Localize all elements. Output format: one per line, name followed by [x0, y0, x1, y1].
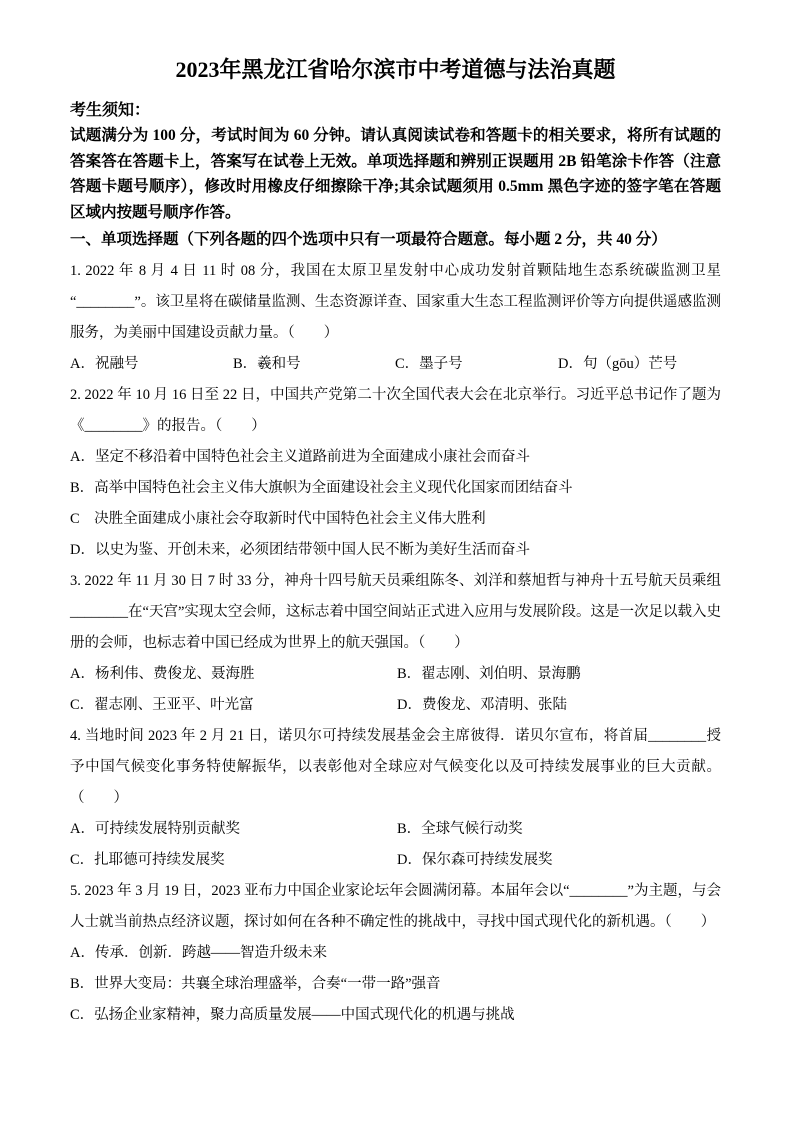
option-b: B．翟志刚、刘伯明、景海鹏 — [397, 666, 581, 682]
question-3 — [70, 566, 721, 721]
option-d: D．以史为鉴、开创未来，必须团结带领中国人民不断为美好生活而奋斗 — [70, 542, 530, 558]
question-stem: 4. 当地时间 2023 年 2 月 21 日，诺贝尔可持续发展基金会主席彼得．诺贝尔宣布，将首届________授予中国气候变化事务特使解振华，以表彰他对全球应对气候变化以及可持续发展事业的巨大贡献。（ ） — [70, 728, 721, 806]
option-d: D．保尔森可持续发展奖 — [397, 852, 553, 868]
option-a: A．传承．创新．跨越——智造升级未来 — [70, 945, 327, 961]
option-d: D．句（gōu）芒号 — [558, 356, 678, 372]
option-c: C 决胜全面建成小康社会夺取新时代中国特色社会主义伟大胜利 — [70, 511, 486, 527]
question-1 — [70, 256, 721, 380]
option-b: B．羲和号 — [233, 356, 301, 372]
option-c: C．墨子号 — [395, 356, 463, 372]
question-stem: 5. 2023 年 3 月 19 日，2023 亚布力中国企业家论坛年会圆满闭幕。本届年会以“________”为主题，与会人士就当前热点经济议题，探讨如何在各种不确定性的挑战中，寻找中国式现代化的新机遇。（ ） — [70, 883, 721, 930]
section-heading: 一、单项选择题（下列各题的四个选项中只有一项最符合题意。每小题 2 分，共 40 分） — [70, 231, 667, 248]
question-options — [70, 659, 721, 721]
question-options — [70, 349, 721, 380]
option-b: B．世界大变局：共襄全球治理盛举，合奏“一带一路”强音 — [70, 976, 441, 992]
question-stem: 1. 2022 年 8 月 4 日 11 时 08 分，我国在太原卫星发射中心成功发射首颗陆地生态系统碳监测卫星“________”。该卫星将在碳储量监测、生态资源详查、国家重大生态工程监测评价等方向提供遥感监测服务，为美丽中国建设贡献力量。（ ） — [70, 263, 721, 341]
option-c: C．翟志刚、王亚平、叶光富 — [70, 697, 254, 713]
notice-heading: 考生须知： — [70, 102, 151, 119]
option-a: A．杨利伟、费俊龙、聂海胜 — [70, 666, 255, 682]
question-2 — [70, 380, 721, 566]
question-options — [70, 814, 721, 876]
option-b: B．全球气候行动奖 — [397, 821, 523, 837]
option-a: A．坚定不移沿着中国特色社会主义道路前进为全面建成小康社会而奋斗 — [70, 449, 530, 465]
notice-block — [70, 98, 721, 225]
option-a: A．可持续发展特别贡献奖 — [70, 821, 240, 837]
question-5 — [70, 876, 721, 1031]
option-b: B．高举中国特色社会主义伟大旗帜为全面建设社会主义现代化国家而团结奋斗 — [70, 480, 573, 496]
page-title: 2023年黑龙江省哈尔滨市中考道德与法治真题 — [175, 57, 616, 82]
option-d: D．费俊龙、邓清明、张陆 — [397, 697, 567, 713]
option-c: C．弘扬企业家精神，聚力高质量发展——中国式现代化的机遇与挑战 — [70, 1007, 515, 1023]
question-stem: 2. 2022 年 10 月 16 日至 22 日，中国共产党第二十次全国代表大会在北京举行。习近平总书记作了题为《________》的报告。（ ） — [70, 387, 721, 434]
notice-body: 试题满分为 100 分，考试时间为 60 分钟。请认真阅读试卷和答题卡的相关要求，将所有试题的答案答在答题卡上，答案写在试卷上无效。单项选择题和辨别正误题用 2B 铅笔涂卡作答（注意答题卡题号顺序），修改时用橡皮仔细擦除干净;其余试题须用 0.5mm 黑色字迹的签字笔在答题区域内按题号顺序作答。 — [70, 127, 721, 221]
question-stem: 3. 2022 年 11 月 30 日 7 时 33 分，神舟十四号航天员乘组陈冬、刘洋和蔡旭哲与神舟十五号航天员乘组________在“天宫”实现太空会师，这标志着中国空间站正式进入应用与发展阶段。这是一次足以载入史册的会师，也标志着中国已经成为世界上的航天强国。（ ） — [70, 573, 721, 651]
option-a: A．祝融号 — [70, 356, 139, 372]
option-c: C．扎耶德可持续发展奖 — [70, 852, 225, 868]
question-4 — [70, 721, 721, 876]
